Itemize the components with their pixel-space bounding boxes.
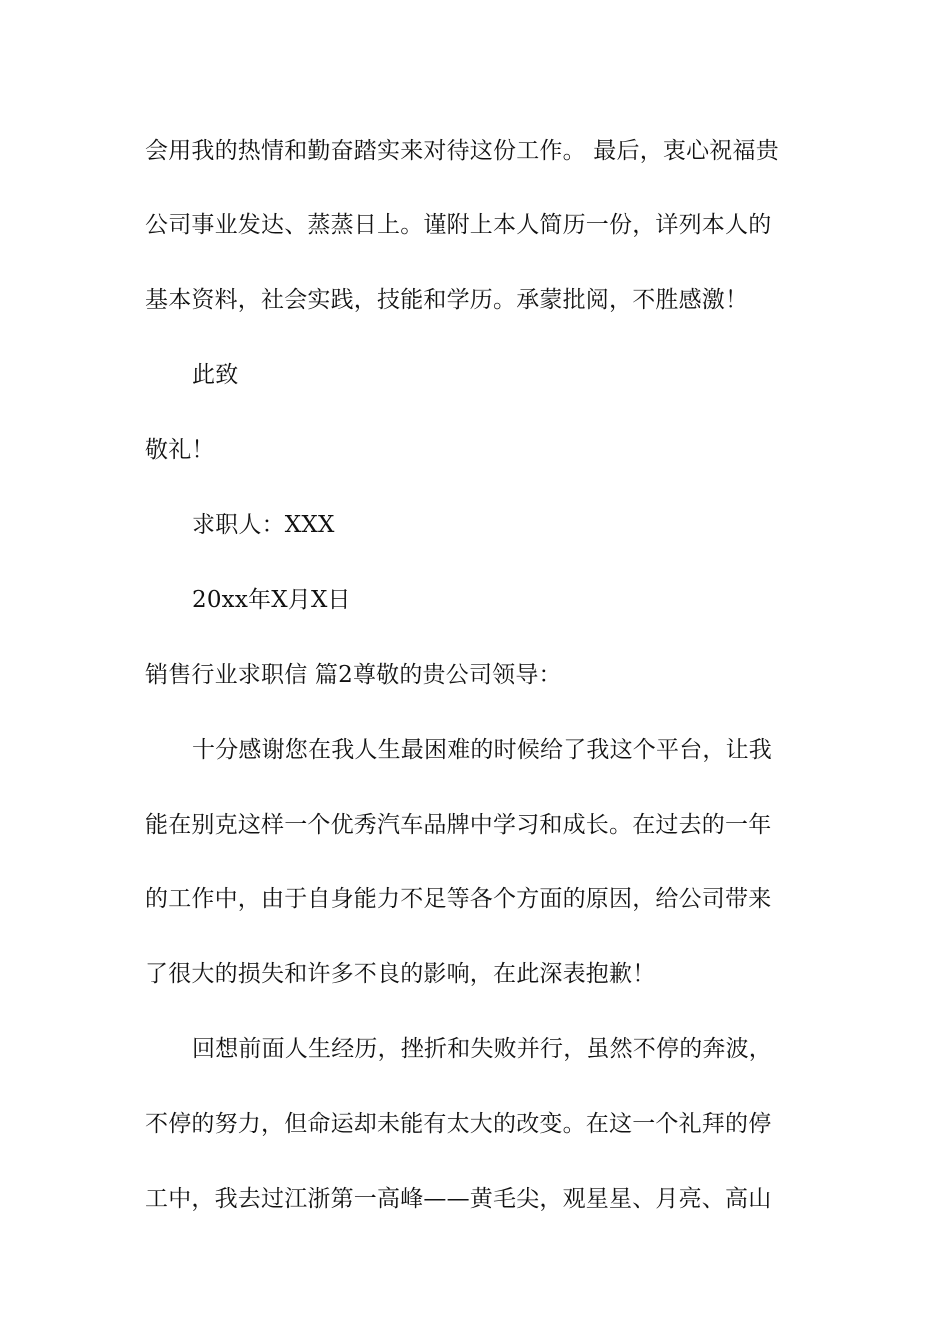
paragraph-line-10: 能在别克这样一个优秀汽车品牌中学习和成长。在过去的一年 xyxy=(145,812,772,838)
paragraph-line-14: 不停的努力，但命运却未能有太大的改变。在这一个礼拜的停 xyxy=(145,1111,772,1137)
regards-line: 敬礼！ xyxy=(145,437,215,463)
paragraph-line-3: 基本资料，社会实践，技能和学历。承蒙批阅，不胜感激！ xyxy=(145,287,749,313)
applicant-signature: 求职人：XXX xyxy=(192,512,335,538)
paragraph-line-1: 会用我的热情和勤奋踏实来对待这份工作。 最后，衷心祝福贵 xyxy=(145,138,779,164)
section-heading: 销售行业求职信 篇2尊敬的贵公司领导： xyxy=(145,662,562,688)
paragraph-line-15: 工中，我去过江浙第一高峰——黄毛尖，观星星、月亮、高山 xyxy=(145,1186,772,1212)
paragraph-line-9: 十分感谢您在我人生最困难的时候给了我这个平台，让我 xyxy=(192,737,772,763)
letter-date: 20xx年X月X日 xyxy=(192,587,351,613)
paragraph-line-2: 公司事业发达、蒸蒸日上。谨附上本人简历一份，详列本人的 xyxy=(145,212,772,238)
paragraph-line-11: 的工作中，由于自身能力不足等各个方面的原因，给公司带来 xyxy=(145,886,772,912)
paragraph-line-12: 了很大的损失和许多不良的影响，在此深表抱歉！ xyxy=(145,961,656,987)
salutation-closing: 此致 xyxy=(192,362,239,388)
paragraph-line-13: 回想前面人生经历，挫折和失败并行，虽然不停的奔波， xyxy=(192,1036,772,1062)
